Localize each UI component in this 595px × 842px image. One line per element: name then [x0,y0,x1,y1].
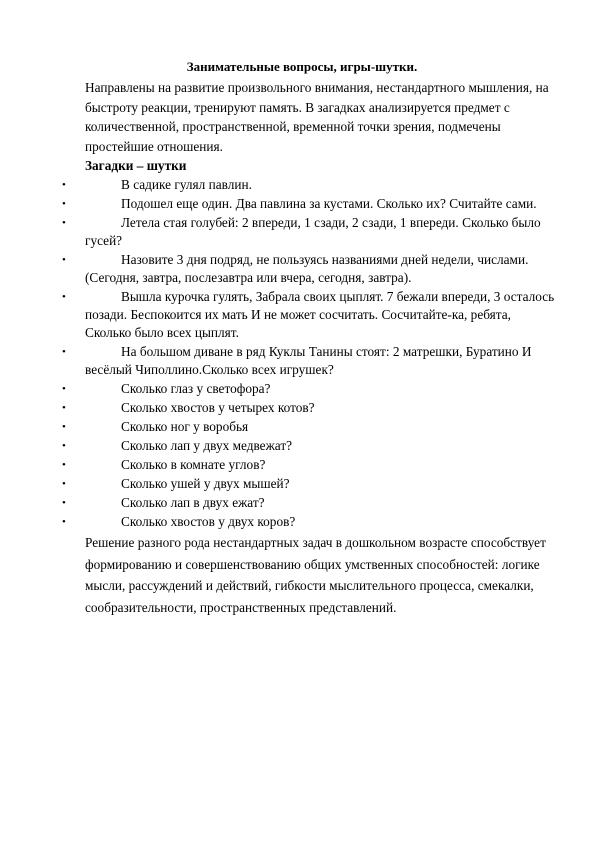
list-item [62,437,555,456]
intro-paragraph: Направлены на развитие произвольного внимания, нестандартного мышления, на быстроту реакции, тренируют память. В загадках анализируется предмет с количественной, пространственной, временной точки зрения, подмечены простейшие отношения. [85,80,549,154]
bullet-icon: • [62,497,66,509]
bullet-icon: • [62,459,66,471]
bullet-icon: • [62,346,66,358]
list-item [62,494,555,513]
list-item [62,251,555,288]
riddle-text: Подошел еще один. Два павлина за кустами. Сколько их? Считайте сами. [121,196,537,211]
list-item [62,418,555,437]
riddle-text: Сколько ушей у двух мышей? [121,476,290,491]
bullet-icon: • [62,198,66,210]
riddle-text: Вышла курочка гулять, Забрала своих цыплят. 7 бежали впереди, 3 осталось позади. Беспокоится их мать И не может сосчитать. Сосчитайте-ка, ребята, Сколько было всех цыплят. [85,289,555,340]
list-item [62,399,555,418]
bullet-icon: • [62,516,66,528]
bullet-icon: • [62,291,66,303]
list-item [62,176,555,195]
riddle-text: Сколько глаз у светофора? [121,381,271,396]
list-item [62,380,555,399]
riddle-list [0,176,595,532]
list-item [62,214,555,251]
bullet-icon: • [62,402,66,414]
riddle-text: Сколько хвостов у двух коров? [121,514,296,529]
document-title: Занимательные вопросы, игры-шутки. [186,59,418,74]
riddle-text: Летела стая голубей: 2 впереди, 1 сзади, 2 сзади, 1 впереди. Сколько было гусей? [85,215,541,248]
riddle-text: В садике гулял павлин. [121,177,252,192]
list-item [62,288,555,343]
list-item [62,513,555,532]
bullet-icon: • [62,440,66,452]
riddle-text: Сколько ног у воробья [121,419,249,434]
bullet-icon: • [62,421,66,433]
list-item [62,456,555,475]
bullet-icon: • [62,478,66,490]
bullet-icon: • [62,217,66,229]
riddle-text: Сколько хвостов у четырех котов? [121,400,315,415]
riddle-text: Сколько в комнате углов? [121,457,266,472]
conclusion-paragraph: Решение разного рода нестандартных задач в дошкольном возрасте способствует формированию и совершенствованию общих умственных способностей: логике мысли, рассуждений и действий, гибкости мыслительного процесса, смекалки, сообразительности, пространственных представлений. [85,535,546,615]
list-item [62,343,555,380]
bullet-icon: • [62,254,66,266]
list-item [62,475,555,494]
riddles-subheading: Загадки – шутки [85,158,187,173]
bullet-icon: • [62,383,66,395]
bullet-icon: • [62,179,66,191]
riddle-text: Сколько лап у двух медвежат? [121,438,293,453]
list-item [62,195,555,214]
riddle-text: На большом диване в ряд Куклы Танины стоят: 2 матрешки, Буратино И весёлый Чиполлино.Сколько всех игрушек? [85,344,532,377]
riddle-text: Назовите 3 дня подряд, не пользуясь названиями дней недели, числами. (Сегодня, завтра, послезавтра или вчера, сегодня, завтра). [85,252,529,285]
riddle-text: Сколько лап в двух ежат? [121,495,265,510]
